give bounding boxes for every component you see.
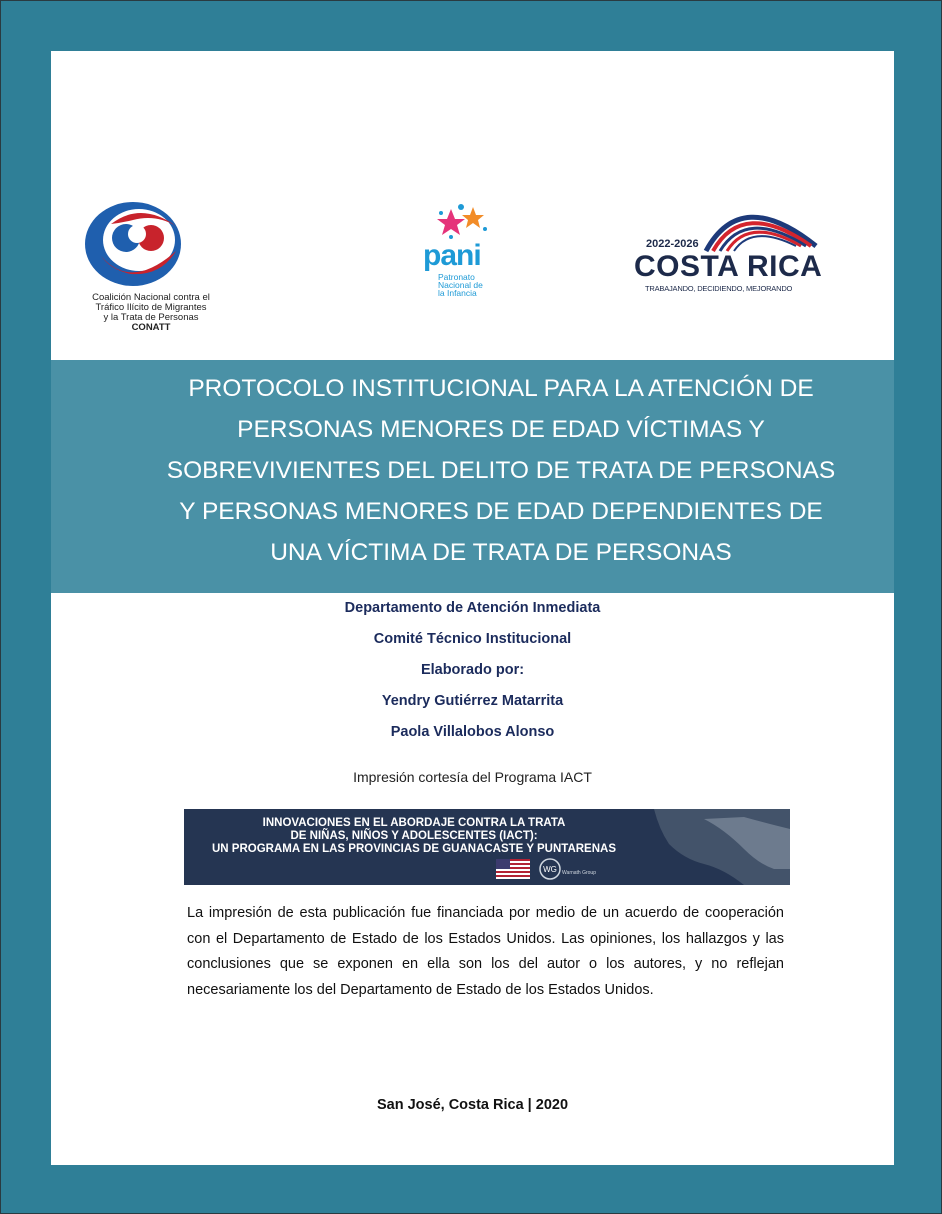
banner-line: INNOVACIONES EN EL ABORDAJE CONTRA LA TRATA — [262, 817, 566, 829]
title-line: PERSONAS MENORES DE EDAD VÍCTIMAS Y — [237, 416, 765, 443]
title-line: Y PERSONAS MENORES DE EDAD DEPENDIENTES DE — [179, 498, 823, 525]
pani-logo — [421, 201, 511, 301]
pani-subtitle — [438, 273, 483, 297]
pani-subtitle-line: Patronato — [438, 272, 475, 282]
place-and-date: San José, Costa Rica | 2020 — [376, 1097, 569, 1113]
conatt-emblem-icon — [71, 196, 231, 291]
title-line: UNA VÍCTIMA DE TRATA DE PERSONAS — [270, 539, 732, 566]
costa-rica-logo — [631, 196, 831, 306]
costa-rica-tagline: TRABAJANDO, DECIDIENDO, MEJORANDO — [645, 284, 793, 293]
credit-department: Departamento de Atención Inmediata — [344, 600, 601, 616]
conatt-acronym: CONATT — [131, 322, 171, 333]
costa-rica-name: COSTA RICA — [634, 250, 823, 283]
warnath-name: Warnath Group — [562, 870, 596, 876]
title-line: PROTOCOLO INSTITUCIONAL PARA LA ATENCIÓN DE — [188, 375, 814, 402]
conatt-caption-line: y la Trata de Personas — [103, 312, 199, 323]
banner-text — [184, 817, 644, 856]
document-title — [141, 360, 861, 573]
costa-rica-years: 2022-2026 — [646, 238, 699, 250]
document-page — [51, 51, 894, 1165]
banner-line: DE NIÑAS, NIÑOS Y ADOLESCENTES (IACT): — [290, 830, 538, 842]
pani-subtitle-line: la Infancia — [438, 288, 477, 298]
credit-committee: Comité Técnico Institucional — [373, 631, 572, 647]
credits-block — [51, 596, 894, 751]
pani-wordmark: pani — [423, 239, 481, 272]
iact-banner — [184, 809, 790, 885]
pani-subtitle-line: Nacional de — [438, 280, 483, 290]
credit-author: Yendry Gutiérrez Matarrita — [381, 693, 564, 709]
pani-stars-icon — [421, 201, 511, 241]
title-line: SOBREVIVIENTES DEL DELITO DE TRATA DE PERSONAS — [166, 457, 836, 484]
conatt-caption-line: Tráfico Ilícito de Migrantes — [95, 302, 207, 313]
conatt-caption — [71, 293, 231, 333]
credit-author: Paola Villalobos Alonso — [390, 724, 555, 740]
courtesy-line: Impresión cortesía del Programa IACT — [353, 769, 592, 785]
conatt-caption-line: Coalición Nacional contra el — [92, 292, 210, 303]
credit-prepared-by: Elaborado por: — [420, 662, 525, 678]
warnath-group-logo-icon — [538, 857, 562, 881]
funding-disclaimer: La impresión de esta publicación fue financiada por medio de un acuerdo de cooperación con el Departamento de Estado de los Estados Unidos. Las opiniones, los hallazgos y las conclusiones que se exponen en ella son los del autor o los autores, y no reflejan necesariamente los del Departamento de Estado de los Estados Unidos. — [187, 905, 784, 998]
conatt-logo — [71, 196, 231, 336]
us-flag-icon — [496, 859, 530, 879]
warnath-initials: WG — [543, 865, 557, 874]
banner-line: UN PROGRAMA EN LAS PROVINCIAS DE GUANACASTE Y PUNTARENAS — [211, 843, 617, 855]
